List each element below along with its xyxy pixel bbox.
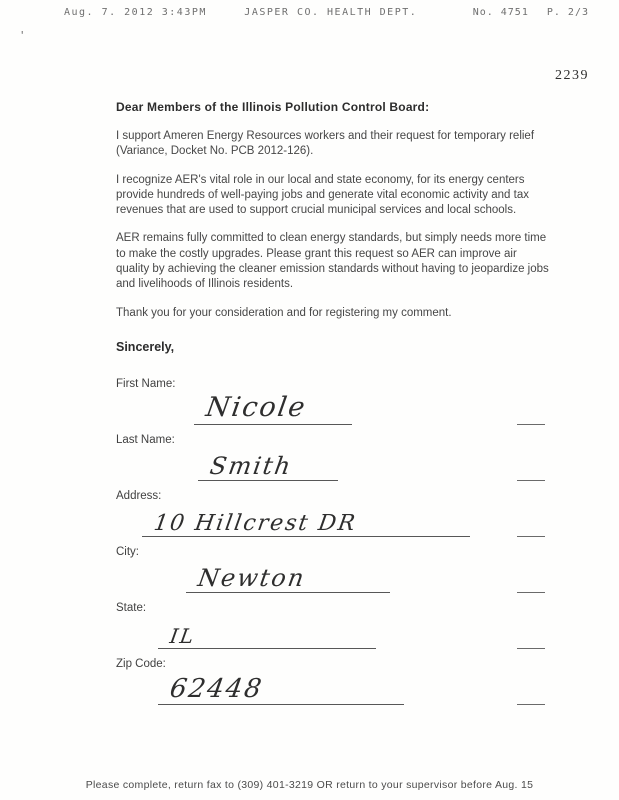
field-line-row [116, 503, 549, 537]
footer-instructions: Please complete, return fax to (309) 401-3219 OR return to your supervisor before Aug. 15 [85, 779, 534, 791]
field-line-row [116, 615, 549, 649]
fax-number: No. 4751 [472, 7, 529, 18]
line-fragment [517, 480, 545, 481]
line-fragment [517, 592, 545, 593]
line-fragment [517, 424, 545, 425]
scan-artifact-mark: ' [21, 28, 24, 43]
handwritten-address: 10 Hillcrest DR [152, 510, 359, 536]
signature-line [194, 394, 352, 424]
letter-body [116, 100, 549, 705]
signature-line [158, 673, 404, 705]
handwritten-last-name: Smith [207, 451, 295, 480]
fax-page-count: P. 2/3 [546, 7, 589, 18]
line-fragment [517, 704, 545, 705]
field-line-row [116, 559, 549, 593]
field-first-name [116, 378, 549, 425]
signature-line [142, 512, 470, 537]
line-fragment [517, 536, 545, 537]
signature-line [186, 563, 390, 593]
field-label: State: [116, 601, 147, 614]
letter-closing: Sincerely, [116, 339, 175, 354]
letter-paragraph: AER remains fully committed to clean energy standards, but simply needs more time to make the costly upgrades. Please grant this request so AER can improve air quality by achieving the cleaner emission standards without having to jeopardize jobs and livelihoods of Illinois residents. [116, 232, 549, 291]
letter-paragraph: I recognize AER's vital role in our local and state economy, for its energy centers provide hundreds of well-paying jobs and generate vital economic activity and tax revenues that are used to support crucial municipal services and local schools. [116, 173, 529, 217]
field-last-name [116, 434, 549, 481]
contact-form [116, 378, 549, 705]
fax-page-info [455, 7, 589, 18]
field-zip-code [116, 658, 549, 705]
fax-sender: JASPER CO. HEALTH DEPT. [244, 7, 418, 18]
field-city [116, 546, 549, 593]
field-line-row [116, 391, 549, 425]
field-state [116, 602, 549, 649]
field-label: Zip Code: [116, 657, 166, 670]
field-label: First Name: [116, 377, 176, 390]
signature-line [158, 623, 376, 649]
handwritten-first-name: Nicole [203, 392, 309, 424]
fax-timestamp: Aug. 7. 2012 3:43PM [64, 7, 207, 18]
letter-salutation: Dear Members of the Illinois Pollution Control Board: [116, 100, 430, 114]
handwritten-city: Newton [195, 563, 308, 592]
handwritten-zip-code: 62448 [167, 673, 266, 704]
field-label: Address: [116, 489, 162, 502]
letter-paragraph: Thank you for your consideration and for registering my comment. [116, 306, 452, 319]
field-line-row [116, 671, 549, 705]
field-label: City: [116, 545, 139, 558]
fax-header [0, 0, 619, 18]
field-line-row [116, 447, 549, 481]
page-number: 2239 [555, 68, 589, 83]
line-fragment [517, 648, 545, 649]
signature-line [198, 451, 338, 481]
letter-paragraph: I support Ameren Energy Resources workers and their request for temporary relief (Variance, Docket No. PCB 2012-126). [116, 130, 535, 158]
field-address [116, 490, 549, 537]
field-label: Last Name: [116, 433, 175, 446]
handwritten-state: IL [168, 623, 198, 648]
